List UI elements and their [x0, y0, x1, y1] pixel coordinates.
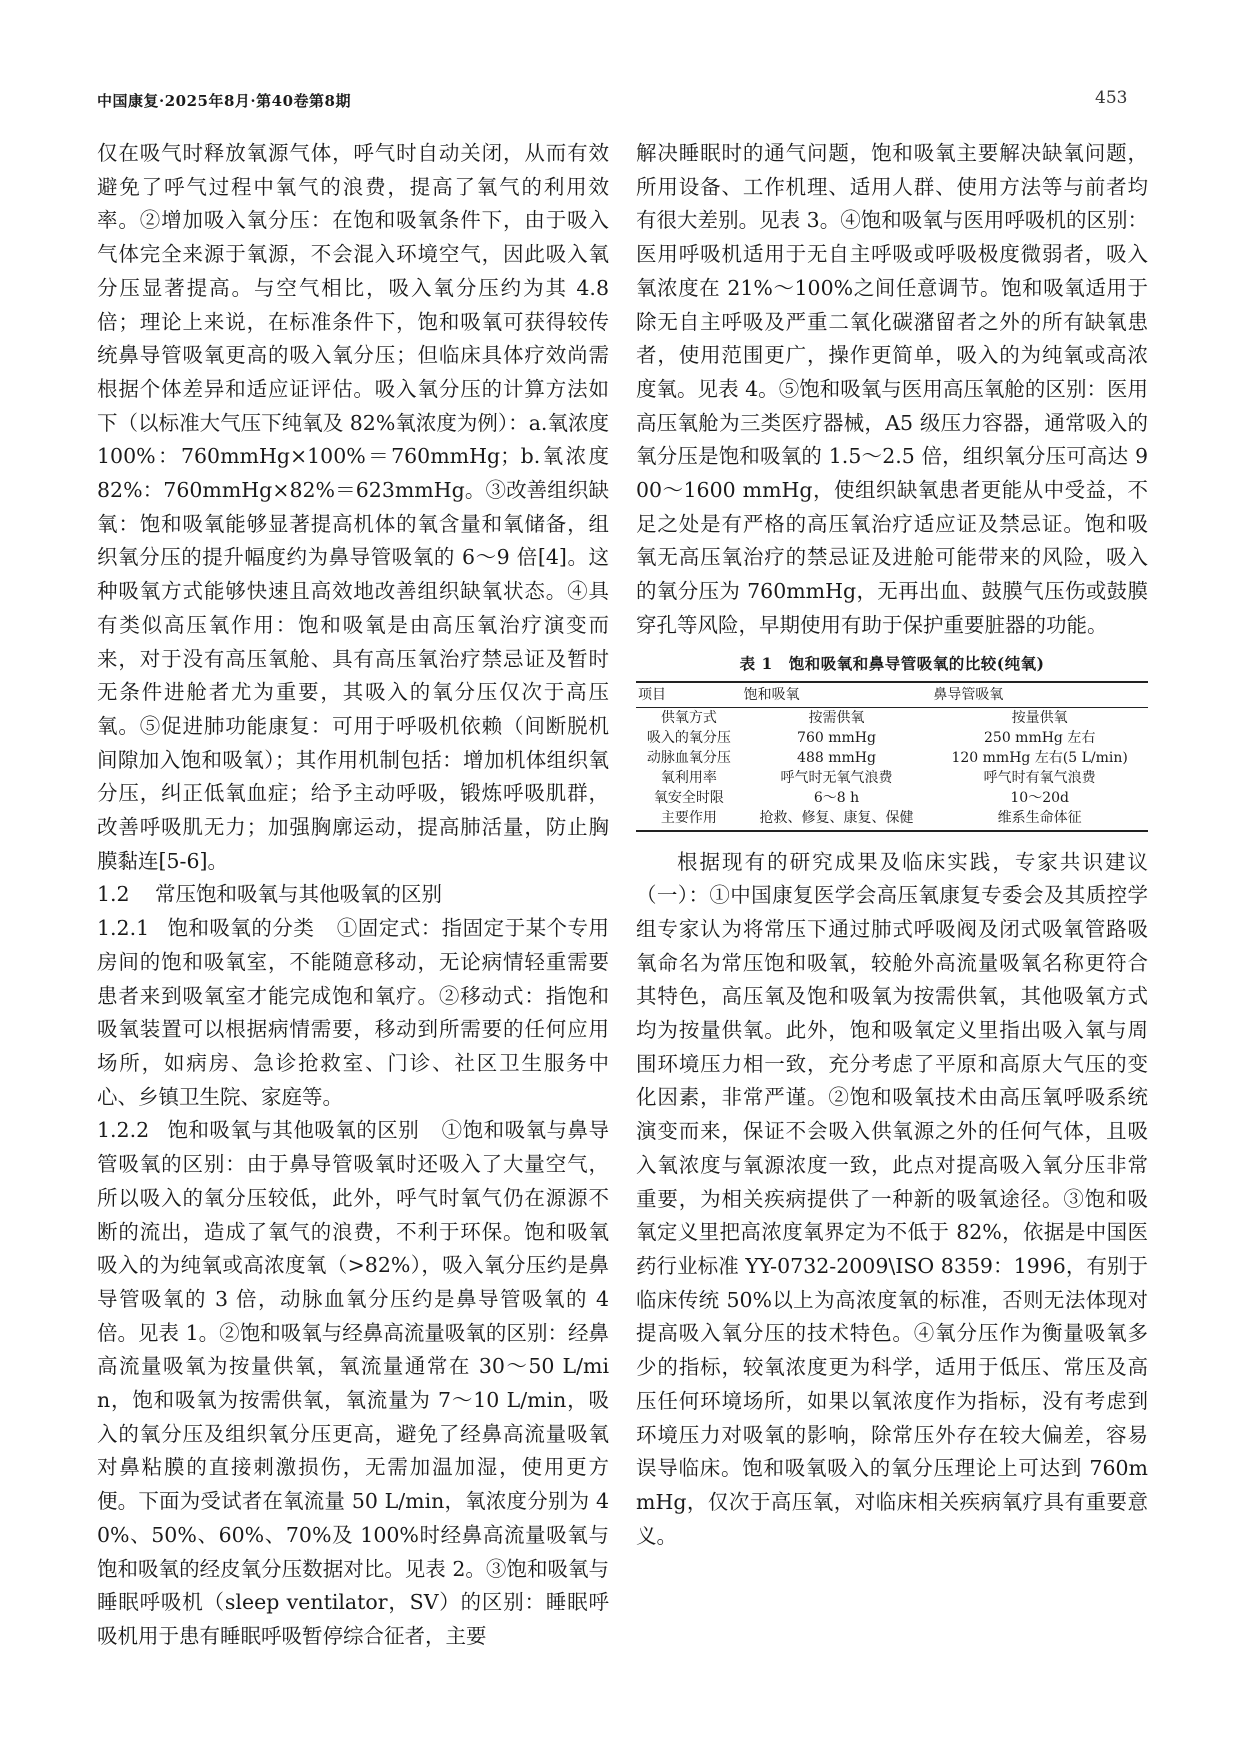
left-column: [97, 137, 609, 1654]
paragraph: 根据现有的研究成果及临床实践，专家共识建议（一）：①中国康复医学会高压氧康复专委会及其质控学组专家认为将常压下通过肺式呼吸阀及闭式吸氧管路吸氧命名为常压饱和吸氧，较舱外高流量吸氧名称更符合其特色，高压氧及饱和吸氧为按需供氧，其他吸氧方式均为按量供氧。此外，饱和吸氧定义里指出吸入氧与周围环境压力相一致，充分考虑了平原和高原大气压的变化因素，非常严谨。②饱和吸氧技术由高压氧呼吸系统演变而来，保证不会吸入供氧源之外的任何气体，且吸入氧浓度与氧源浓度一致，此点对提高吸入氧分压非常重要，为相关疾病提供了一种新的吸氧途径。③饱和吸氧定义里把高浓度氧界定为不低于 82%，依据是中国医药行业标准 YY-0732-2009\ISO 8359：1996，有别于临床传统 50%以上为高浓度氧的标准，否则无法体现对提高吸入氧分压的技术特色。④氧分压作为衡量吸氧多少的指标，较氧浓度更为科学，适用于低压、常压及高压任何环境场所，如果以氧浓度作为指标，没有考虑到环境压力对吸氧的影响，除常压外存在较大偏差，容易误导临床。饱和吸氧吸入的氧分压理论上可达到 760mmHg，仅次于高压氧，对临床相关疾病氧疗具有重要意义。: [636, 849, 1148, 1548]
table-cell: 250 mmHg 左右: [984, 729, 1096, 746]
table-row: [636, 748, 1148, 768]
paragraph: 仅在吸气时释放氧源气体，呼气时自动关闭，从而有效避免了呼气过程中氧气的浪费，提高了氧气的利用效率。②增加吸入氧分压：在饱和吸氧条件下，由于吸入气体完全来源于氧源，不会混入环境空气，因此吸入氧分压显著提高。与空气相比，吸入氧分压约为其 4.8 倍；理论上来说，在标准条件下，饱和吸氧可获得较传统鼻导管吸氧更高的吸入氧分压；但临床具体疗效尚需根据个体差异和适应证评估。吸入氧分压的计算方法如下（以标准大气压下纯氧及 82%氧浓度为例）：a.氧浓度 100%：760mmHg×100%＝760mmHg；b.氧浓度 82%：760mmHg×82%＝623mmHg。③改善组织缺氧：饱和吸氧能够显著提高机体的氧含量和氧储备，组织氧分压的提升幅度约为鼻导管吸氧的 6～9 倍[4]。这种吸氧方式能够快速且高效地改善组织缺氧状态。④具有类似高压氧作用：饱和吸氧是由高压氧治疗演变而来，对于没有高压氧舱、具有高压氧治疗禁忌证及暂时无条件进舱者尤为重要，其吸入的氧分压仅次于高压氧。⑤促进肺功能康复：可用于呼吸机依赖（间断脱机间隙加入饱和吸氧）；其作用机制包括：增加机体组织氧分压，纠正低氧血症；给予主动呼吸，锻炼呼吸肌群，改善呼吸肌无力；加强胸廓运动，提高肺活量，防止胸膜黏连[5-6]。: [97, 141, 609, 873]
table-header-cell: 项目: [636, 682, 742, 708]
table-cell: 氧安全时限: [653, 789, 724, 806]
table-cell: 760 mmHg: [797, 729, 876, 746]
table-cell: 呼气时有氧气浪费: [983, 769, 1096, 786]
table-header-cell: 鼻导管吸氧: [931, 682, 1148, 708]
table-cell: 维系生命体征: [931, 808, 1148, 831]
table-header-row: [636, 682, 1148, 708]
section-title: 饱和吸氧的分类: [167, 916, 315, 941]
table-row: [636, 728, 1148, 748]
table-cell: 6～8 h: [813, 789, 860, 806]
comparison-table: [636, 681, 1148, 832]
page-number: 453: [1095, 88, 1128, 108]
table-cell: 氧利用率: [660, 769, 717, 786]
table-cell: 120 mmHg 左右(5 L/min): [951, 749, 1128, 766]
table-row: [636, 707, 1148, 728]
table-row: [636, 808, 1148, 831]
section-text: ①固定式：指固定于某个专用房间的饱和吸氧室，不能随意移动，无论病情轻重需要患者来到吸氧室才能完成饱和氧疗。②移动式：指饱和吸氧装置可以根据病情需要，移动到所需要的任何应用场所，如病房、急诊抢救室、门诊、社区卫生服务中心、乡镇卫生院、家庭等。: [97, 916, 610, 1109]
table-cell: 抢救、修复、康复、保健: [742, 808, 932, 831]
section-1-2-2: [97, 1114, 609, 1653]
table-caption: 表 1 饱和吸氧和鼻导管吸氧的比较(纯氧): [739, 653, 1045, 673]
section-text: ①饱和吸氧与鼻导管吸氧的区别：由于鼻导管吸氧时还吸入了大量空气，所以吸入的氧分压较低，此外，呼气时氧气仍在源源不断的流出，造成了氧气的浪费，不利于环保。饱和吸氧吸入的为纯氧或高浓度氧（>82%），吸入氧分压约是鼻导管吸氧的 3 倍，动脉血氧分压约是鼻导管吸氧的 4 倍。见表 1。②饱和吸氧与经鼻高流量吸氧的区别：经鼻高流量吸氧为按量供氧，氧流量通常在 30～50 L/min，饱和吸氧为按需供氧，氧流量为 7～10 L/min，吸入的氧分压及组织氧分压更高，避免了经鼻高流量吸氧对鼻粘膜的直接刺激损伤，无需加温加湿，使用更方便。下面为受试者在氧流量 50 L/min，氧浓度分别为 40%、50%、60%、70%及 100%时经鼻高流量吸氧与饱和吸氧的经皮氧分压数据对比。见表 2。③饱和吸氧与睡眠呼吸机（sleep ventilator，SV）的区别：睡眠呼吸机用于患有睡眠呼吸暂停综合征者，主要: [97, 1118, 610, 1648]
table-cell: 吸入的氧分压: [646, 729, 731, 746]
section-number: 1.2: [97, 882, 130, 907]
table-cell: 按量供氧: [1011, 709, 1068, 726]
paragraph: 解决睡眠时的通气问题，饱和吸氧主要解决缺氧问题，所用设备、工作机理、适用人群、使用方法等与前者均有很大差别。见表 3。④饱和吸氧与医用呼吸机的区别：医用呼吸机适用于无自主呼吸或呼吸极度微弱者，吸入氧浓度在 21%～100%之间任意调节。饱和吸氧适用于除无自主呼吸及严重二氧化碳潴留者之外的所有缺氧患者，使用范围更广，操作更简单，吸入的为纯氧或高浓度氧。见表 4。⑤饱和吸氧与医用高压氧舱的区别：医用高压氧舱为三类医疗器械，A5 级压力容器，通常吸入的氧分压是饱和吸氧的 1.5～2.5 倍，组织氧分压可高达 900～1600 mmHg，使组织缺氧患者更能从中受益，不足之处是有严格的高压氧治疗适应证及禁忌证。饱和吸氧无高压氧治疗的禁忌证及进舱可能带来的风险，吸入的氧分压为 760mmHg，无再出血、鼓膜气压伤或鼓膜穿孔等风险，早期使用有助于保护重要脏器的功能。: [636, 141, 1148, 637]
section-1-2-1: [97, 912, 609, 1114]
table-row: [636, 768, 1148, 788]
table-cell: 主要作用: [636, 808, 742, 831]
section-heading-1-2: [97, 878, 609, 912]
section-title: 常压饱和吸氧与其他吸氧的区别: [155, 882, 442, 907]
right-column: [636, 137, 1148, 1553]
table-header-cell: 饱和吸氧: [742, 682, 932, 708]
journal-header: 中国康复·2025年8月·第40卷第8期: [97, 92, 351, 110]
table-cell: 488 mmHg: [797, 749, 876, 766]
table-cell: 动脉血氧分压: [646, 749, 731, 766]
section-title: 饱和吸氧与其他吸氧的区别: [167, 1118, 420, 1143]
table-cell: 10～20d: [1010, 789, 1069, 806]
section-number: 1.2.2: [97, 1118, 150, 1143]
table-cell: 按需供氧: [808, 709, 865, 726]
table-cell: 呼气时无氧气浪费: [780, 769, 893, 786]
table-row: [636, 788, 1148, 808]
table-cell: 供氧方式: [660, 709, 717, 726]
section-number: 1.2.1: [97, 916, 150, 941]
